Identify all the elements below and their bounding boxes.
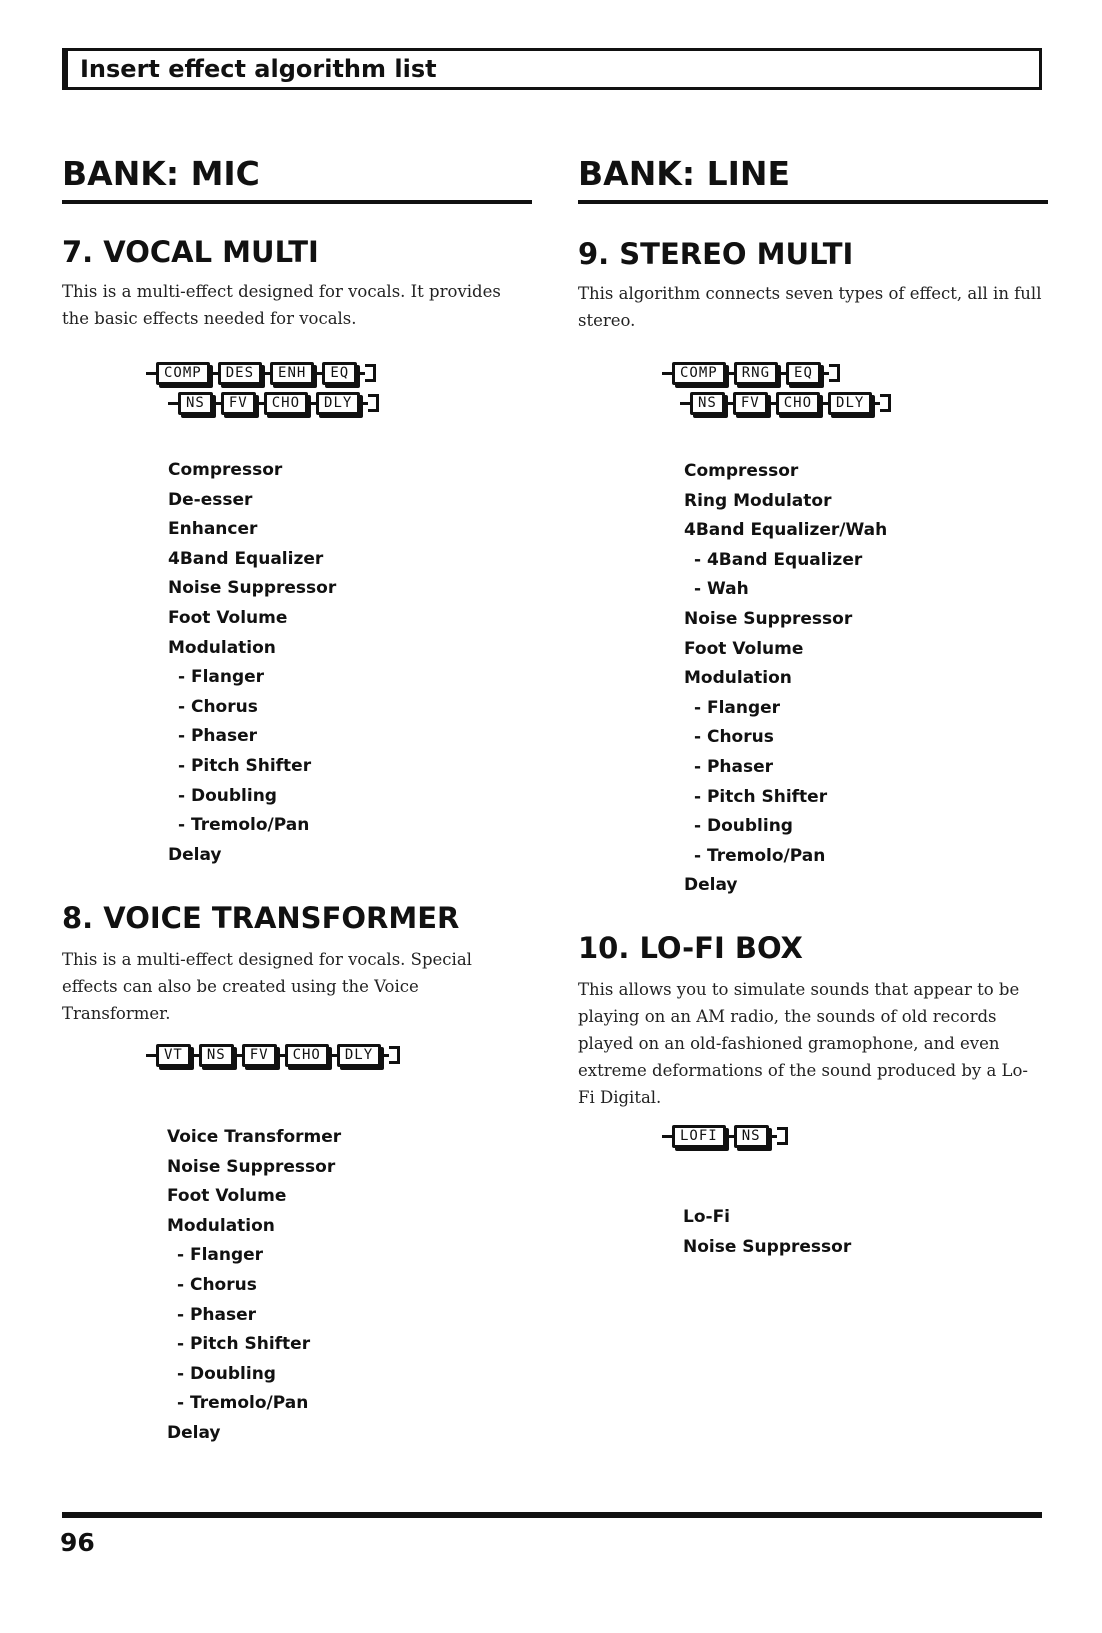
footer-rule xyxy=(62,1512,1042,1518)
effect-list-item: - Doubling xyxy=(178,785,277,806)
section-header xyxy=(62,48,1042,90)
chain-output-line xyxy=(880,394,891,412)
effect-list-item: Enhancer xyxy=(168,519,258,540)
effect-list-item: Noise Suppressor xyxy=(167,1156,336,1177)
algo-7-chain-row-1 xyxy=(146,360,376,386)
effect-list-item: Modulation xyxy=(684,668,792,689)
effect-block-fv: FV xyxy=(221,392,256,415)
algo-7-title: 7. VOCAL MULTI xyxy=(62,235,319,269)
effect-block-enh: ENH xyxy=(270,362,314,385)
effect-list-item: - Flanger xyxy=(177,1245,264,1266)
bank-line-rule xyxy=(578,200,1048,204)
algo-10-title: 10. LO-FI BOX xyxy=(578,931,803,965)
algo-10-chain xyxy=(662,1123,788,1149)
effect-list-item: Delay xyxy=(168,844,222,865)
effect-list-item: Modulation xyxy=(167,1215,275,1236)
effect-list-item: - Chorus xyxy=(694,727,774,748)
effect-list-item: Lo-Fi xyxy=(683,1207,731,1227)
chain-input-line xyxy=(168,402,178,405)
effect-block-rng: RNG xyxy=(734,362,778,385)
effect-list-item: Modulation xyxy=(168,637,276,658)
effect-list-item: Noise Suppressor xyxy=(684,608,853,629)
effect-list-item: Compressor xyxy=(168,460,283,480)
effect-block-comp: COMP xyxy=(156,362,210,385)
bank-mic-rule xyxy=(62,200,532,204)
algo-10-section xyxy=(578,930,1038,1111)
effect-block-eq: EQ xyxy=(322,362,357,385)
effect-list-item: - Pitch Shifter xyxy=(694,786,828,807)
effect-list-item: - 4Band Equalizer xyxy=(694,549,863,570)
effect-list-item: - Tremolo/Pan xyxy=(694,845,826,866)
effect-block-comp: COMP xyxy=(672,362,726,385)
chain-input-line xyxy=(146,372,156,375)
algo-8-description: This is a multi-effect designed for vocals. Special effects can also be created using the Voice Transformer. xyxy=(62,950,472,1023)
effect-block-des: DES xyxy=(218,362,262,385)
algo-8-effect-list xyxy=(167,1123,341,1449)
bank-mic-title: BANK: MIC xyxy=(62,154,260,193)
effect-block-ns: NS xyxy=(690,392,725,415)
effect-list-item: - Wah xyxy=(694,579,749,600)
algo-9-section xyxy=(578,236,1048,334)
effect-list-item: - Tremolo/Pan xyxy=(178,815,310,836)
algo-8-chain xyxy=(146,1042,400,1068)
effect-list-item: Foot Volume xyxy=(168,607,288,628)
algo-7-chain-row-2 xyxy=(168,390,379,416)
chain-output-line xyxy=(365,364,376,382)
effect-list-item: Noise Suppressor xyxy=(168,578,337,599)
effect-list-item: De-esser xyxy=(168,489,253,510)
bank-line-heading xyxy=(578,152,1048,204)
effect-block-dly: DLY xyxy=(337,1044,381,1067)
effect-list-item: - Tremolo/Pan xyxy=(177,1393,309,1414)
effect-block-cho: CHO xyxy=(285,1044,329,1067)
algo-7-section xyxy=(62,234,532,332)
effect-list-item: Delay xyxy=(167,1422,221,1443)
algo-8-title: 8. VOICE TRANSFORMER xyxy=(62,901,460,935)
algo-7-effect-list xyxy=(168,456,336,870)
effect-list-item: - Phaser xyxy=(177,1304,257,1325)
effect-list-item: Compressor xyxy=(684,461,799,481)
algo-9-effect-list xyxy=(684,457,887,901)
chain-output-line xyxy=(368,394,379,412)
effect-block-vt: VT xyxy=(156,1044,191,1067)
effect-block-fv: FV xyxy=(733,392,768,415)
algo-9-chain-row-1 xyxy=(662,360,840,386)
algo-9-title: 9. STEREO MULTI xyxy=(578,237,854,271)
effect-list-item: - Flanger xyxy=(694,697,781,718)
effect-block-ns: NS xyxy=(199,1044,234,1067)
effect-list-item: Foot Volume xyxy=(684,638,804,659)
effect-list-item: - Phaser xyxy=(178,726,258,747)
effect-list-item: - Doubling xyxy=(177,1363,276,1384)
effect-list-item: 4Band Equalizer/Wah xyxy=(684,520,888,541)
effect-block-fv: FV xyxy=(242,1044,277,1067)
chain-input-line xyxy=(662,372,672,375)
chain-output-line xyxy=(777,1127,788,1145)
effect-block-dly: DLY xyxy=(828,392,872,415)
effect-list-item: - Pitch Shifter xyxy=(178,755,312,776)
effect-list-item: Voice Transformer xyxy=(167,1127,342,1147)
algo-9-chain-row-2 xyxy=(680,390,891,416)
chain-input-line xyxy=(680,402,690,405)
bank-mic-heading xyxy=(62,152,532,204)
bank-line-title: BANK: LINE xyxy=(578,154,791,193)
effect-block-ns: NS xyxy=(178,392,213,415)
effect-block-cho: CHO xyxy=(776,392,820,415)
effect-list-item: - Pitch Shifter xyxy=(177,1334,311,1355)
algo-8-section xyxy=(62,900,532,1027)
effect-list-item: - Flanger xyxy=(178,667,265,688)
effect-list-item: - Chorus xyxy=(177,1274,257,1295)
effect-block-cho: CHO xyxy=(264,392,308,415)
algo-10-description: This allows you to simulate sounds that appear to be playing on an AM radio, the sounds of old records played on an old-fashioned gramophone, and even extreme deformations of the sound produced by a Lo-Fi Digital. xyxy=(578,980,1029,1107)
effect-list-item: Noise Suppressor xyxy=(683,1236,852,1257)
chain-input-line xyxy=(146,1054,156,1057)
algo-9-description: This algorithm connects seven types of effect, all in full stereo. xyxy=(578,284,1042,330)
effect-list-item: Foot Volume xyxy=(167,1186,287,1207)
effect-list-item: - Chorus xyxy=(178,696,258,717)
section-header-title: Insert effect algorithm list xyxy=(80,55,437,83)
algo-10-effect-list xyxy=(683,1203,851,1262)
effect-list-item: 4Band Equalizer xyxy=(168,548,324,569)
algo-7-description: This is a multi-effect designed for vocals. It provides the basic effects needed for vocals. xyxy=(62,282,501,328)
effect-list-item: - Doubling xyxy=(694,816,793,837)
effect-list-item: Ring Modulator xyxy=(684,490,832,511)
page-number: 96 xyxy=(60,1528,95,1557)
chain-input-line xyxy=(662,1135,672,1138)
chain-output-line xyxy=(389,1046,400,1064)
chain-output-line xyxy=(829,364,840,382)
effect-list-item: Delay xyxy=(684,875,738,896)
effect-block-lofi: LOFI xyxy=(672,1125,726,1148)
effect-block-eq: EQ xyxy=(786,362,821,385)
effect-list-item: - Phaser xyxy=(694,756,774,777)
effect-block-dly: DLY xyxy=(316,392,360,415)
effect-block-ns: NS xyxy=(734,1125,769,1148)
